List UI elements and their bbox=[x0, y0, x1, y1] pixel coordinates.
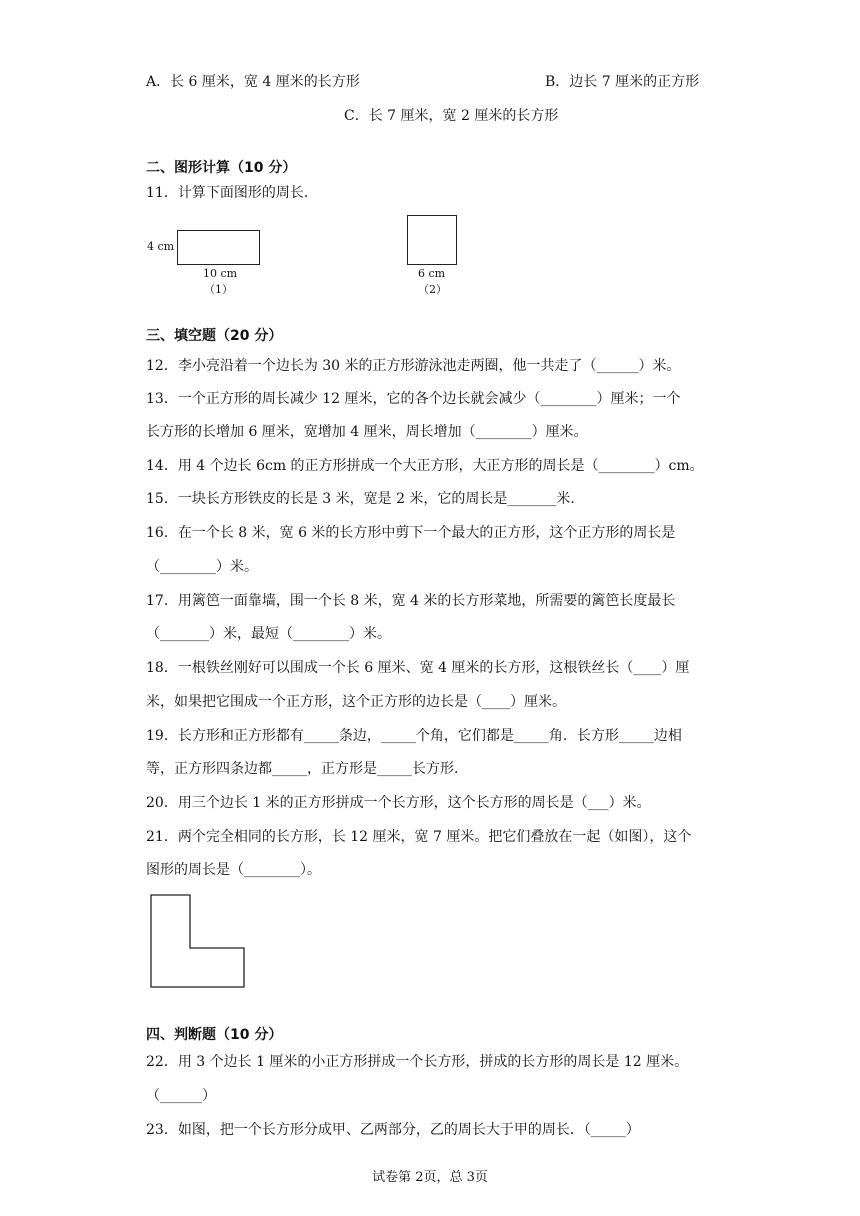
question-14: 14．用 4 个边长 6cm 的正方形拼成一个大正方形，大正方形的周长是（________）cm。 bbox=[146, 458, 704, 474]
question-19-line1: 19．长方形和正方形都有_____条边，_____个角，它们都是_____角．长方形_____边相 bbox=[146, 728, 682, 744]
question-22-line1: 22．用 3 个边长 1 厘米的小正方形拼成一个长方形，拼成的长方形的周长是 12 厘米。 bbox=[146, 1054, 689, 1070]
l-shape-figure bbox=[148, 892, 248, 992]
option-a: A．长 6 厘米，宽 4 厘米的长方形 bbox=[146, 74, 360, 90]
page-footer: 试卷第 2页，总 3页 bbox=[372, 1170, 488, 1185]
square-bottom-label: 6 cm bbox=[418, 267, 446, 280]
option-c: C．长 7 厘米，宽 2 厘米的长方形 bbox=[344, 108, 559, 124]
question-19-line2: 等，正方形四条边都_____，正方形是_____长方形. bbox=[146, 761, 459, 777]
question-13-line2: 长方形的长增加 6 厘米，宽增加 4 厘米，周长增加（________）厘米。 bbox=[146, 424, 588, 440]
rect-bottom-label: 10 cm bbox=[203, 267, 238, 280]
question-21-line1: 21．两个完全相同的长方形，长 12 厘米，宽 7 厘米。把它们叠放在一起（如图），这个 bbox=[146, 829, 692, 845]
option-b: B．边长 7 厘米的正方形 bbox=[545, 74, 700, 90]
question-22-line2: （______） bbox=[146, 1088, 216, 1104]
rect-side-label: 4 cm bbox=[147, 240, 175, 253]
question-21-line2: 图形的周长是（________）。 bbox=[146, 862, 321, 878]
square-shape bbox=[407, 215, 457, 265]
question-23: 23．如图，把一个长方形分成甲、乙两部分，乙的周长大于甲的周长．（_____） bbox=[146, 1122, 640, 1138]
question-13-line1: 13．一个正方形的周长减少 12 厘米，它的各个边长就会减少（________）厘米；一个 bbox=[146, 391, 681, 407]
question-16-line1: 16．在一个长 8 米，宽 6 米的长方形中剪下一个最大的正方形，这个正方形的周长是 bbox=[146, 525, 676, 541]
section-title-judgement: 四、判断题（10 分） bbox=[146, 1027, 283, 1043]
question-17-line2: （_______）米，最短（________）米。 bbox=[146, 626, 391, 642]
question-20: 20．用三个边长 1 米的正方形拼成一个长方形，这个长方形的周长是（___）米。 bbox=[146, 795, 651, 811]
section-title-fill-in: 三、填空题（20 分） bbox=[146, 328, 283, 344]
section-title-geometry: 二、图形计算（10 分） bbox=[146, 160, 297, 176]
question-15: 15．一块长方形铁皮的长是 3 米，宽是 2 米，它的周长是_______米. bbox=[146, 491, 575, 507]
question-17-line1: 17．用篱笆一面靠墙，围一个长 8 米，宽 4 米的长方形菜地，所需要的篱笆长度最长 bbox=[146, 593, 676, 609]
l-shape-outline bbox=[151, 895, 244, 987]
question-18-line2: 米，如果把它围成一个正方形，这个正方形的边长是（____）厘米。 bbox=[146, 694, 566, 710]
rectangle-shape bbox=[177, 230, 260, 265]
question-12: 12．李小亮沿着一个边长为 30 米的正方形游泳池走两圈，他一共走了（______）米。 bbox=[146, 358, 681, 374]
question-11: 11．计算下面图形的周长. bbox=[146, 185, 309, 201]
question-18-line1: 18．一根铁丝刚好可以围成一个长 6 厘米、宽 4 厘米的长方形，这根铁丝长（____）厘 bbox=[146, 660, 690, 676]
question-16-line2: （________）米。 bbox=[146, 559, 258, 575]
square-caption: （2） bbox=[418, 283, 447, 296]
rect-caption: （1） bbox=[204, 283, 233, 296]
